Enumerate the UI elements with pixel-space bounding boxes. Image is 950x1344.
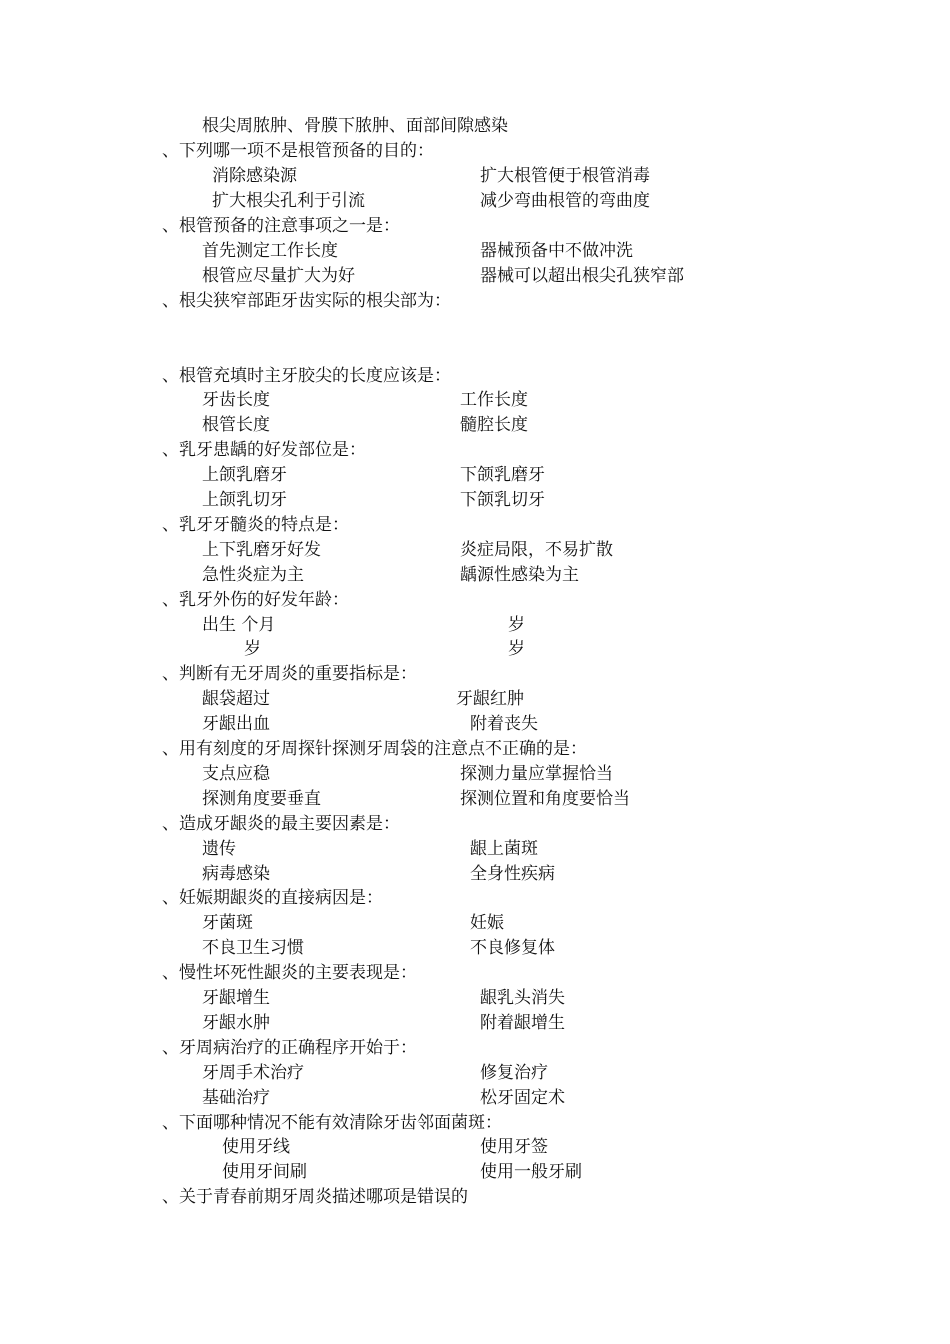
option-text: 松牙固定术: [480, 1088, 565, 1108]
option-text: 下颌乳磨牙: [460, 465, 545, 485]
option-text: 器械预备中不做冲洗: [480, 241, 633, 261]
question-text: 、慢性坏死性龈炎的主要表现是：: [162, 963, 417, 983]
option-text: 探测力量应掌握恰当: [460, 764, 613, 784]
option-text: 牙齿长度: [202, 390, 270, 410]
option-text: 扩大根尖孔利于引流: [212, 191, 365, 211]
option-text: 附着龈增生: [480, 1013, 565, 1033]
option-text: 龈上菌斑: [470, 839, 538, 859]
option-text: 使用牙间刷: [222, 1162, 307, 1182]
option-text: 扩大根管便于根管消毒: [480, 166, 650, 186]
option-text: 牙龈出血: [202, 714, 270, 734]
option-text: 牙龈红肿: [456, 689, 524, 709]
question-text: 、根尖狭窄部距牙齿实际的根尖部为：: [162, 291, 451, 311]
option-text: 下颌乳切牙: [460, 490, 545, 510]
option-text: 龈乳头消失: [480, 988, 565, 1008]
option-text: 上下乳磨牙好发: [202, 540, 321, 560]
option-text: 探测位置和角度要恰当: [460, 789, 630, 809]
question-text: 、下列哪一项不是根管预备的目的：: [162, 141, 434, 161]
option-text: 岁: [508, 639, 525, 659]
option-text: 龈袋超过: [202, 689, 270, 709]
option-text: 上颌乳磨牙: [202, 465, 287, 485]
question-text: 、乳牙患龋的好发部位是：: [162, 440, 366, 460]
option-text: 全身性疾病: [470, 864, 555, 884]
option-text: 根管应尽量扩大为好: [202, 266, 355, 286]
option-text: 首先测定工作长度: [202, 241, 338, 261]
option-text: 基础治疗: [202, 1088, 270, 1108]
question-text: 、造成牙龈炎的最主要因素是：: [162, 814, 400, 834]
option-text: 消除感染源: [212, 166, 297, 186]
option-text: 修复治疗: [480, 1063, 548, 1083]
option-text: 上颌乳切牙: [202, 490, 287, 510]
question-text: 、关于青春前期牙周炎描述哪项是错误的: [162, 1187, 468, 1207]
option-text: 探测角度要垂直: [202, 789, 321, 809]
option-text: 牙菌斑: [202, 913, 253, 933]
option-text: 牙龈增生: [202, 988, 270, 1008]
option-text: 工作长度: [460, 390, 528, 410]
question-text: 、妊娠期龈炎的直接病因是：: [162, 888, 383, 908]
question-text: 、牙周病治疗的正确程序开始于：: [162, 1038, 417, 1058]
text-line: 根尖周脓肿、骨膜下脓肿、面部间隙感染: [202, 116, 508, 136]
option-text: 病毒感染: [202, 864, 270, 884]
option-text: 妊娠: [470, 913, 504, 933]
option-text: 不良卫生习惯: [202, 938, 304, 958]
option-text: 髓腔长度: [460, 415, 528, 435]
option-text: 岁: [508, 615, 525, 635]
question-text: 、乳牙牙髓炎的特点是：: [162, 515, 349, 535]
option-text: 根管长度: [202, 415, 270, 435]
option-text: 使用牙签: [480, 1137, 548, 1157]
option-text: 牙龈水肿: [202, 1013, 270, 1033]
option-text: 出生 个月: [202, 615, 276, 635]
option-text: 岁: [244, 639, 261, 659]
question-text: 、根管预备的注意事项之一是：: [162, 216, 400, 236]
option-text: 使用牙线: [222, 1137, 290, 1157]
question-text: 、下面哪种情况不能有效清除牙齿邻面菌斑：: [162, 1113, 502, 1133]
option-text: 牙周手术治疗: [202, 1063, 304, 1083]
option-text: 不良修复体: [470, 938, 555, 958]
option-text: 使用一般牙刷: [480, 1162, 582, 1182]
option-text: 支点应稳: [202, 764, 270, 784]
option-text: 急性炎症为主: [202, 565, 304, 585]
option-text: 炎症局限，不易扩散: [460, 540, 613, 560]
question-text: 、判断有无牙周炎的重要指标是：: [162, 664, 417, 684]
question-text: 、根管充填时主牙胶尖的长度应该是：: [162, 366, 451, 386]
option-text: 器械可以超出根尖孔狭窄部: [480, 266, 684, 286]
question-text: 、乳牙外伤的好发年龄：: [162, 590, 349, 610]
option-text: 减少弯曲根管的弯曲度: [480, 191, 650, 211]
option-text: 遗传: [202, 839, 236, 859]
option-text: 附着丧失: [470, 714, 538, 734]
question-text: 、用有刻度的牙周探针探测牙周袋的注意点不正确的是：: [162, 739, 587, 759]
option-text: 龋源性感染为主: [460, 565, 579, 585]
